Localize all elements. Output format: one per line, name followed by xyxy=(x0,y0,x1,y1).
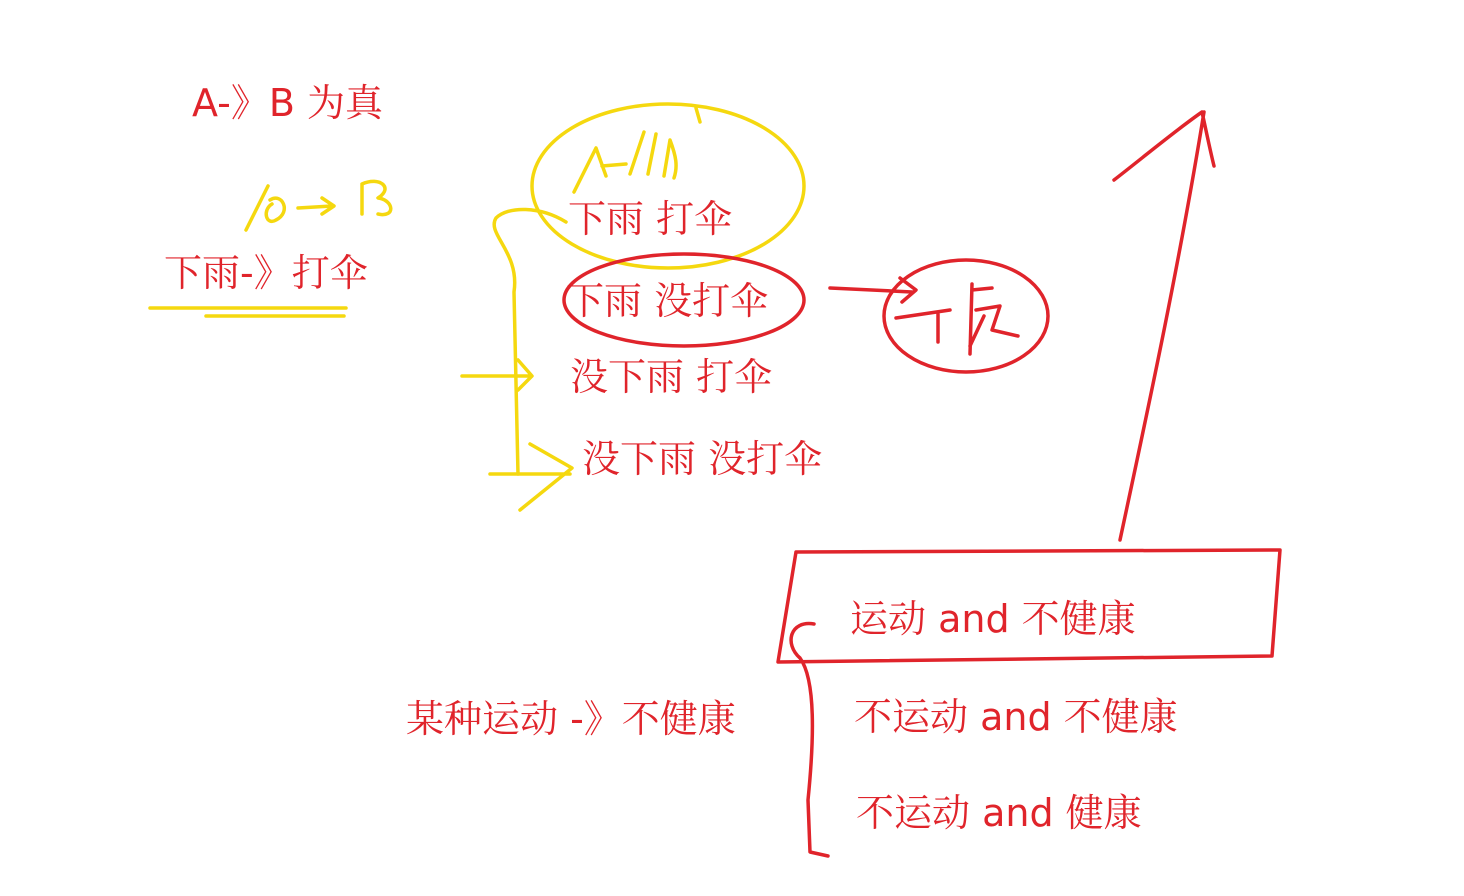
yellow-bracket xyxy=(494,209,566,474)
red-arrow-up xyxy=(1114,112,1214,540)
red-bracket xyxy=(791,624,828,856)
yellow-handwriting-inside-circle xyxy=(574,108,700,192)
yellow-arrow-bottom xyxy=(490,444,572,510)
yellow-underline xyxy=(150,308,346,316)
case-no-rain-no-umbrella: 没下雨 没打伞 xyxy=(582,437,823,481)
case-rain-no-umbrella: 下雨 没打伞 xyxy=(566,279,769,323)
yellow-circle-true xyxy=(532,104,804,268)
rain-umbrella-statement: 下雨-》打伞 xyxy=(164,251,368,295)
red-handwriting-false xyxy=(896,284,1018,354)
case-no-exercise-healthy: 不运动 and 健康 xyxy=(856,791,1142,835)
case-no-exercise-unhealthy: 不运动 and 不健康 xyxy=(854,695,1178,739)
case-no-rain-umbrella: 没下雨 打伞 xyxy=(570,355,773,399)
yellow-arrow-mid xyxy=(462,360,532,390)
case-rain-umbrella: 下雨 打伞 xyxy=(568,197,733,241)
yellow-handwriting-a-to-b xyxy=(246,181,391,230)
red-arrow-to-false xyxy=(830,278,916,302)
premise-text: A-》B 为真 xyxy=(192,81,384,125)
red-circle-false xyxy=(884,260,1048,372)
case-exercise-unhealthy: 运动 and 不健康 xyxy=(850,597,1136,641)
exercise-health-statement: 某种运动 -》不健康 xyxy=(406,697,736,741)
